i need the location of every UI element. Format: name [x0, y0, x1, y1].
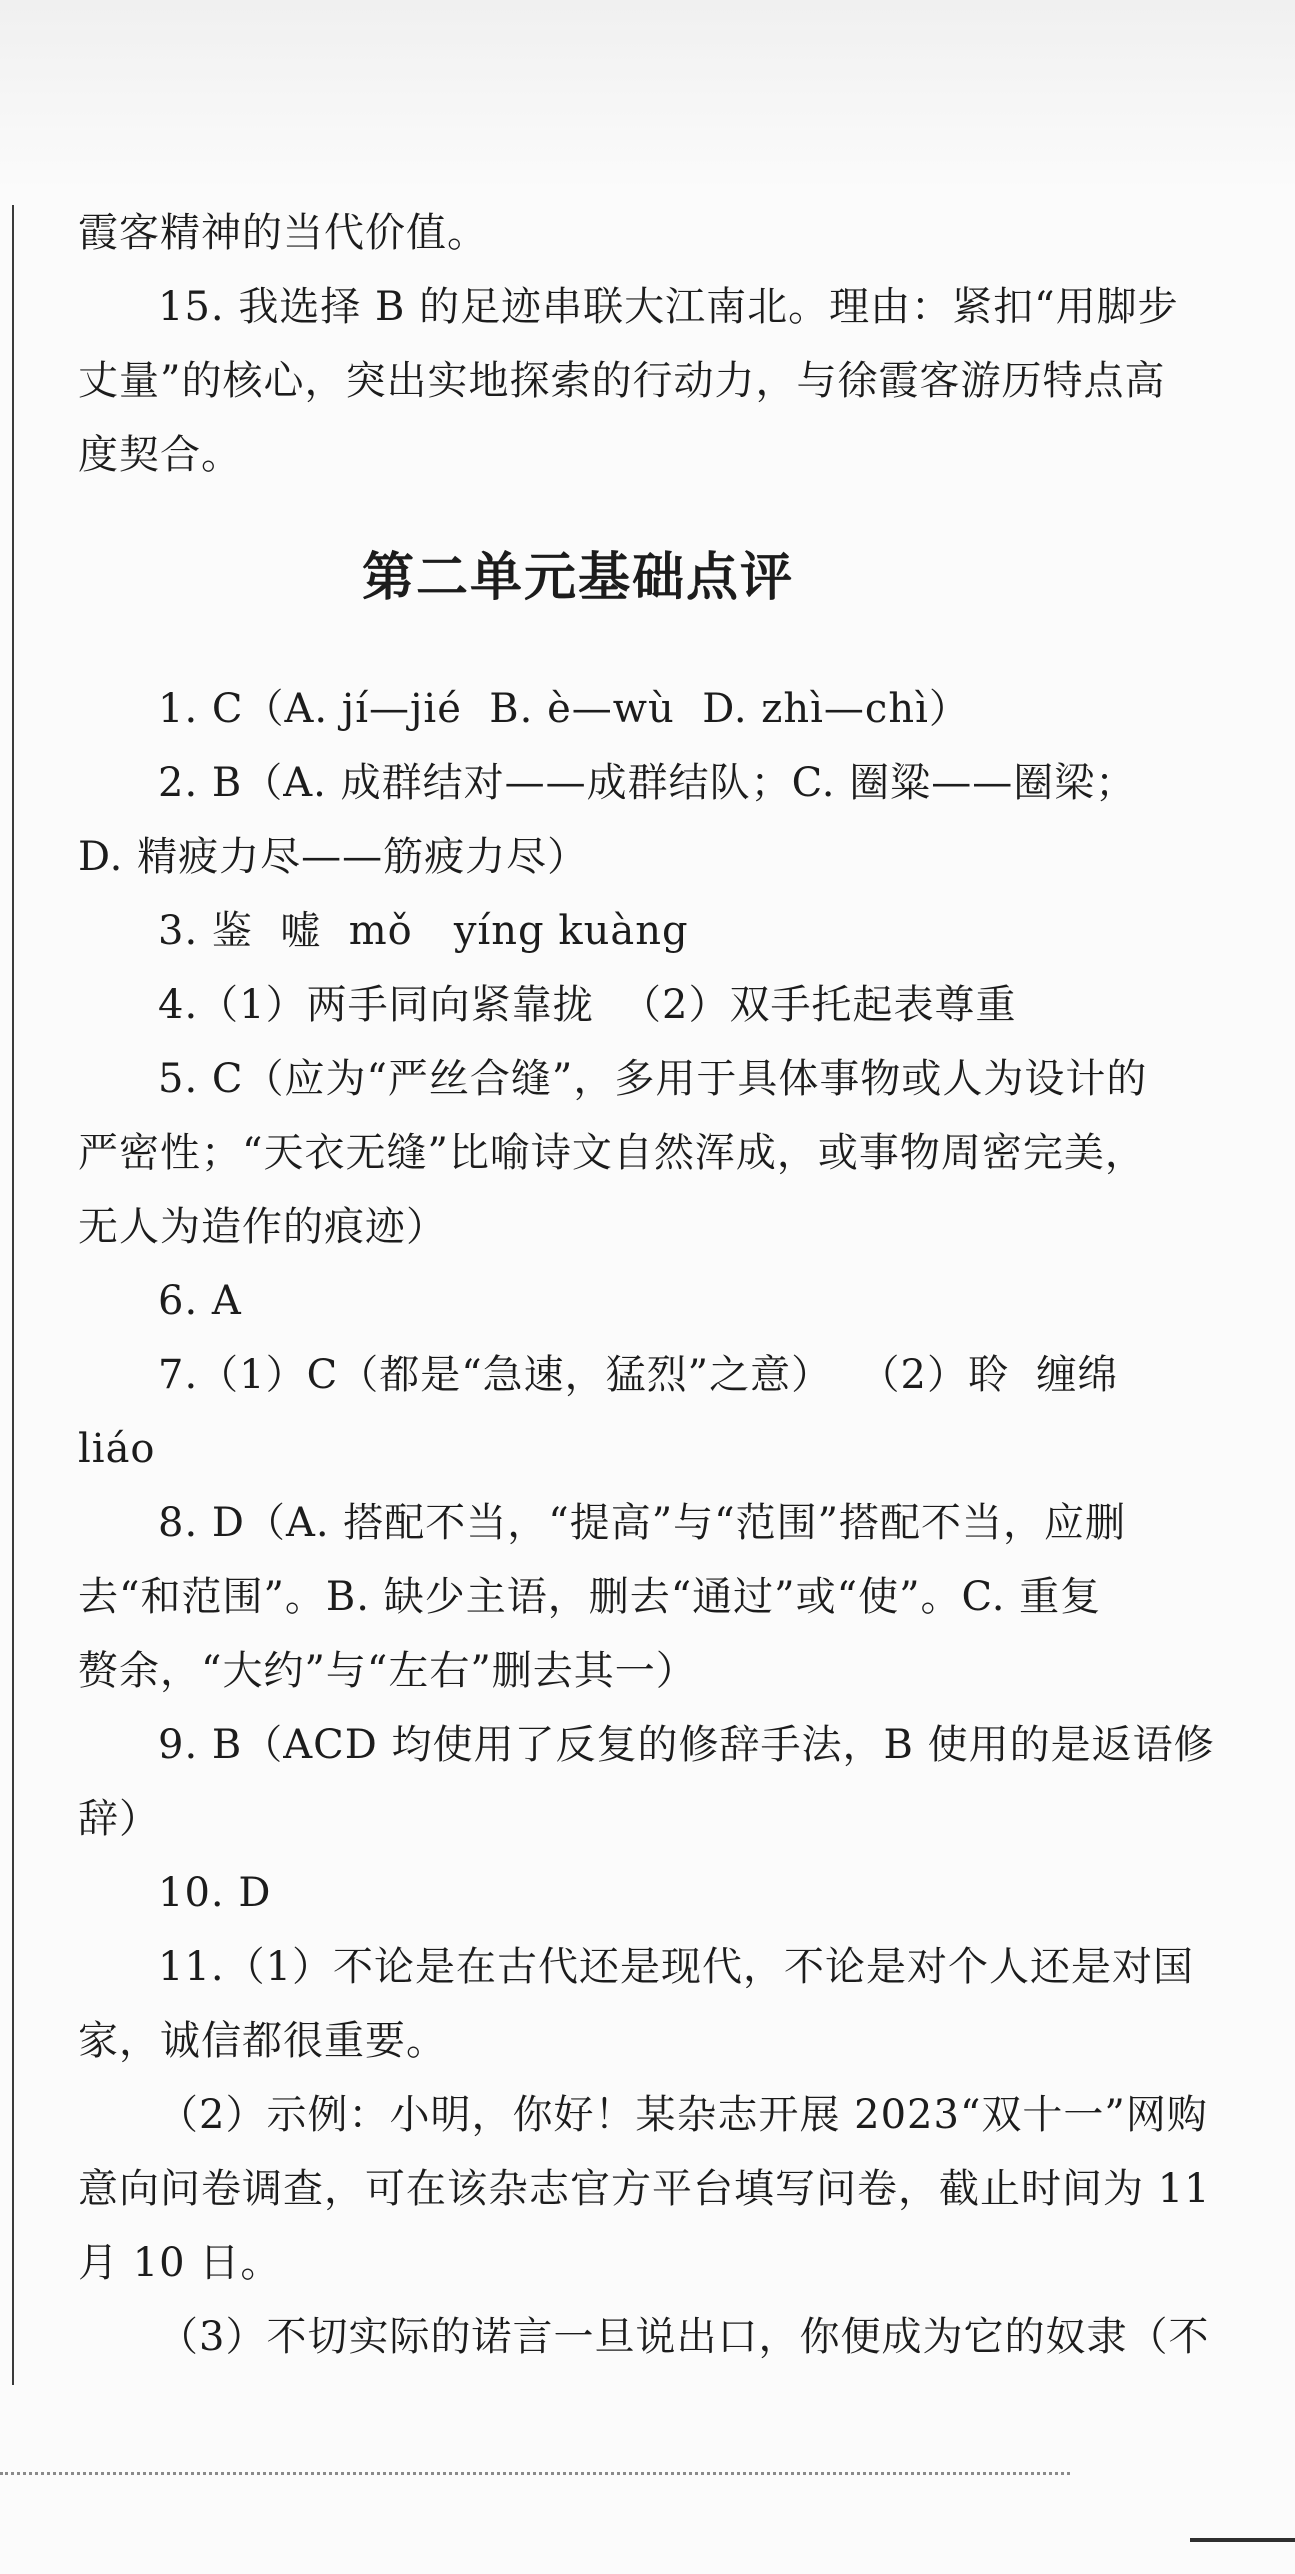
- answer-line: 4.（1）两手同向紧靠拢 （2）双手托起表尊重: [158, 982, 1017, 1028]
- answer-line: 7.（1）C（都是“急速，猛烈”之意） （2）聆 缠绵: [158, 1352, 1119, 1398]
- answer-line: 8. D（A. 搭配不当，“提高”与“范围”搭配不当，应删: [158, 1500, 1127, 1546]
- answer-line: 2. B（A. 成群结对——成群结队；C. 圈粱——圈梁；: [158, 760, 1137, 806]
- paragraph-line: 15. 我选择 B 的足迹串联大江南北。理由：紧扣“用脚步: [158, 284, 1179, 330]
- answer-line: 家，诚信都很重要。: [78, 2018, 447, 2064]
- answer-line: 辞）: [78, 1796, 160, 1842]
- answer-line: 1. C（A. jí—jié B. è—wù D. zhì—chì）: [158, 686, 970, 732]
- answer-line: 3. 鉴 嘘 mǒ yíng kuàng: [158, 908, 689, 954]
- paragraph-line: 霞客精神的当代价值。: [78, 210, 488, 256]
- paragraph-line: 度契合。: [78, 432, 242, 478]
- answer-line: 无人为造作的痕迹）: [78, 1204, 447, 1250]
- answer-line: liáo: [78, 1426, 156, 1472]
- section-heading: 第二单元基础点评: [361, 547, 794, 608]
- document-body: [78, 196, 1215, 2374]
- corner-mark: [1190, 2538, 1295, 2542]
- answer-line: （3）不切实际的诺言一旦说出口，你便成为它的奴隶（不: [158, 2314, 1210, 2360]
- page-top-shade: [0, 0, 1295, 190]
- answer-line: 6. A: [158, 1278, 242, 1324]
- answer-line: 去“和范围”。B. 缺少主语，删去“通过”或“使”。C. 重复: [78, 1574, 1102, 1620]
- answer-line: 9. B（ACD 均使用了反复的修辞手法，B 使用的是返语修: [158, 1722, 1215, 1768]
- cut-line-divider: [0, 2472, 1070, 2475]
- answer-line: 月 10 日。: [78, 2240, 282, 2286]
- paragraph-line: 丈量”的核心，突出实地探索的行动力，与徐霞客游历特点高: [78, 358, 1166, 404]
- left-margin-rule: [12, 205, 14, 2385]
- answer-line: 严密性；“天衣无缝”比喻诗文自然浑成，或事物周密完美，: [78, 1130, 1146, 1176]
- answer-line: （2）示例：小明，你好！某杂志开展 2023“双十一”网购: [158, 2092, 1208, 2138]
- answer-line: D. 精疲力尽——筋疲力尽）: [78, 834, 589, 880]
- answer-line: 10. D: [158, 1870, 272, 1916]
- answer-line: 意向问卷调查，可在该杂志官方平台填写问卷，截止时间为 11: [78, 2166, 1211, 2212]
- answer-line: 11.（1）不论是在古代还是现代，不论是对个人还是对国: [158, 1944, 1195, 1990]
- answer-line: 5. C（应为“严丝合缝”，多用于具体事物或人为设计的: [158, 1056, 1148, 1102]
- answer-line: 赘余，“大约”与“左右”删去其一）: [78, 1648, 697, 1694]
